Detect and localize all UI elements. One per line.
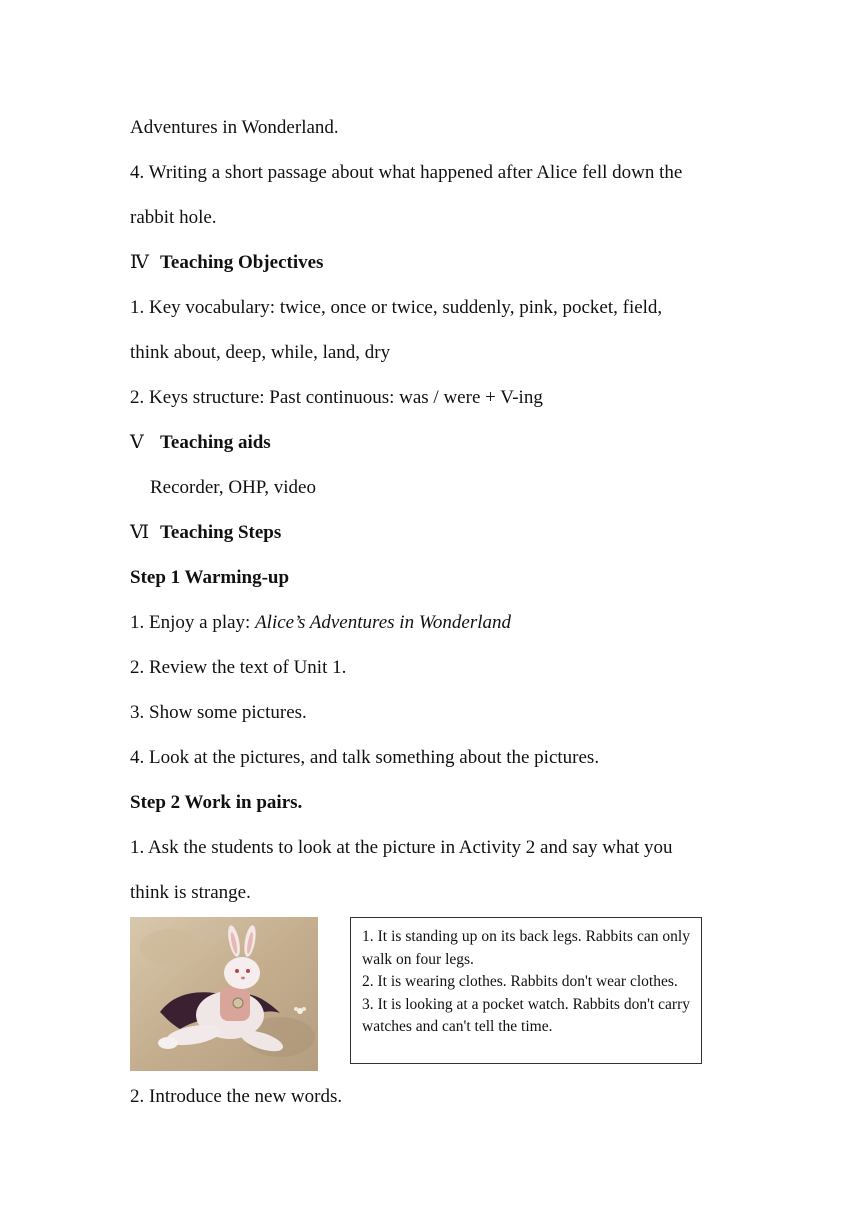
- text-line: 2. Keys structure: Past continuous: was / were + V-ing: [130, 387, 543, 408]
- observation-box: [350, 917, 702, 1064]
- text-line: Adventures in Wonderland.: [130, 117, 339, 138]
- text-line: 2. Review the text of Unit 1.: [130, 657, 347, 678]
- observation-item: 1. It is standing up on its back legs. Rabbits can only walk on four legs.: [362, 928, 690, 968]
- step-heading: Step 1 Warming-up: [130, 567, 290, 588]
- text-line: 3. Show some pictures.: [130, 702, 307, 723]
- text-line: 1. Ask the students to look at the picture in Activity 2 and say what you: [130, 837, 673, 858]
- section-title: Teaching Objectives: [160, 252, 324, 273]
- text-line: rabbit hole.: [130, 207, 217, 228]
- text-line: think is strange.: [130, 882, 251, 903]
- section-number: Ⅳ: [130, 252, 149, 273]
- text-line: 4. Writing a short passage about what happened after Alice fell down the: [130, 162, 683, 183]
- step-heading: Step 2 Work in pairs.: [130, 792, 303, 813]
- section-heading-objectives: [130, 251, 730, 275]
- observation-item: 2. It is wearing clothes. Rabbits don't wear clothes.: [362, 973, 678, 990]
- text-line: Recorder, OHP, video: [150, 477, 316, 498]
- text-line: 4. Look at the pictures, and talk something about the pictures.: [130, 747, 600, 768]
- section-title: Teaching Steps: [160, 522, 282, 543]
- section-heading-steps: [130, 521, 730, 545]
- play-title: Alice’s Adventures in Wonderland: [255, 612, 512, 633]
- text-line: [130, 611, 730, 635]
- section-heading-aids: [130, 431, 730, 455]
- observation-item: 3. It is looking at a pocket watch. Rabbits don't carry watches and can't tell the time.: [362, 995, 690, 1035]
- section-number: Ⅵ: [130, 522, 150, 543]
- text-line: think about, deep, while, land, dry: [130, 342, 391, 363]
- section-number: Ⅴ: [130, 432, 144, 453]
- text-line: 2. Introduce the new words.: [130, 1086, 343, 1107]
- white-rabbit-illustration: [130, 917, 318, 1071]
- text-prefix: 1. Enjoy a play:: [130, 612, 256, 633]
- section-title: Teaching aids: [160, 432, 271, 453]
- text-line: 1. Key vocabulary: twice, once or twice, suddenly, pink, pocket, field,: [130, 297, 663, 318]
